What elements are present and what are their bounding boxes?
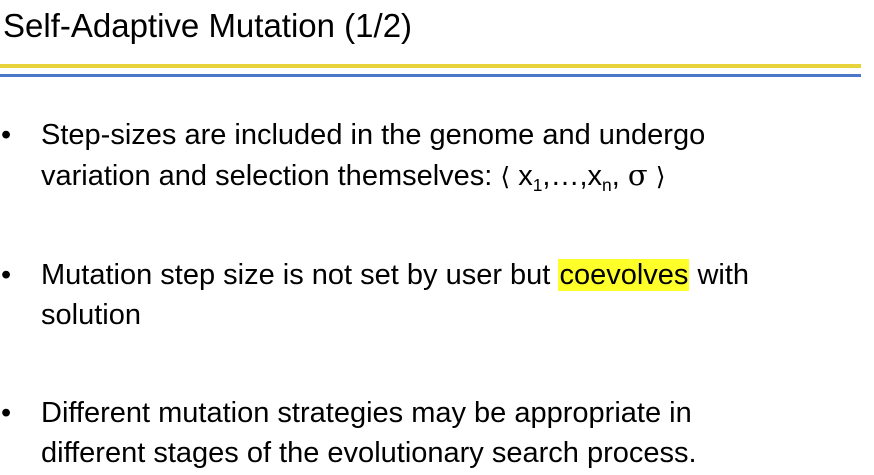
bullet-line — [41, 255, 874, 295]
bullet-item-strategies — [0, 393, 874, 473]
bullet-marker: • — [1, 259, 12, 291]
var-x: x — [587, 160, 603, 192]
bullet-text: Mutation step size is not set by user but — [41, 259, 559, 291]
genome-notation — [500, 158, 666, 196]
bullet-text: with — [689, 259, 750, 291]
bullet-line: Step-sizes are included in the genome and undergo — [41, 119, 706, 151]
bullet-marker: • — [1, 119, 12, 151]
angle-close: ⟩ — [655, 162, 666, 191]
subscript-n: n — [602, 175, 612, 196]
highlighted-word: coevolves — [559, 259, 689, 291]
ellipsis: ,…, — [542, 160, 588, 192]
bullet-text: variation and selection themselves: — [41, 160, 501, 192]
sigma-symbol: σ — [627, 158, 648, 192]
bullet-item-coevolves — [0, 255, 874, 335]
bullet-line: different stages of the evolutionary search process. — [41, 437, 697, 469]
var-x: x — [518, 160, 533, 192]
angle-open: ⟨ — [500, 162, 511, 191]
bullet-marker: • — [1, 397, 12, 429]
bullet-item-genome — [0, 115, 874, 197]
subscript-1: 1 — [532, 175, 543, 196]
slide-title: Self-Adaptive Mutation (1/2) — [3, 7, 413, 44]
title-rule-blue — [0, 74, 861, 77]
bullet-list — [0, 115, 874, 473]
bullet-line: solution — [41, 299, 141, 331]
bullet-line: Different mutation strategies may be appropriate in — [41, 397, 692, 429]
title-rule-yellow — [0, 64, 861, 68]
comma: , — [611, 160, 628, 192]
bullet-line — [41, 155, 874, 197]
